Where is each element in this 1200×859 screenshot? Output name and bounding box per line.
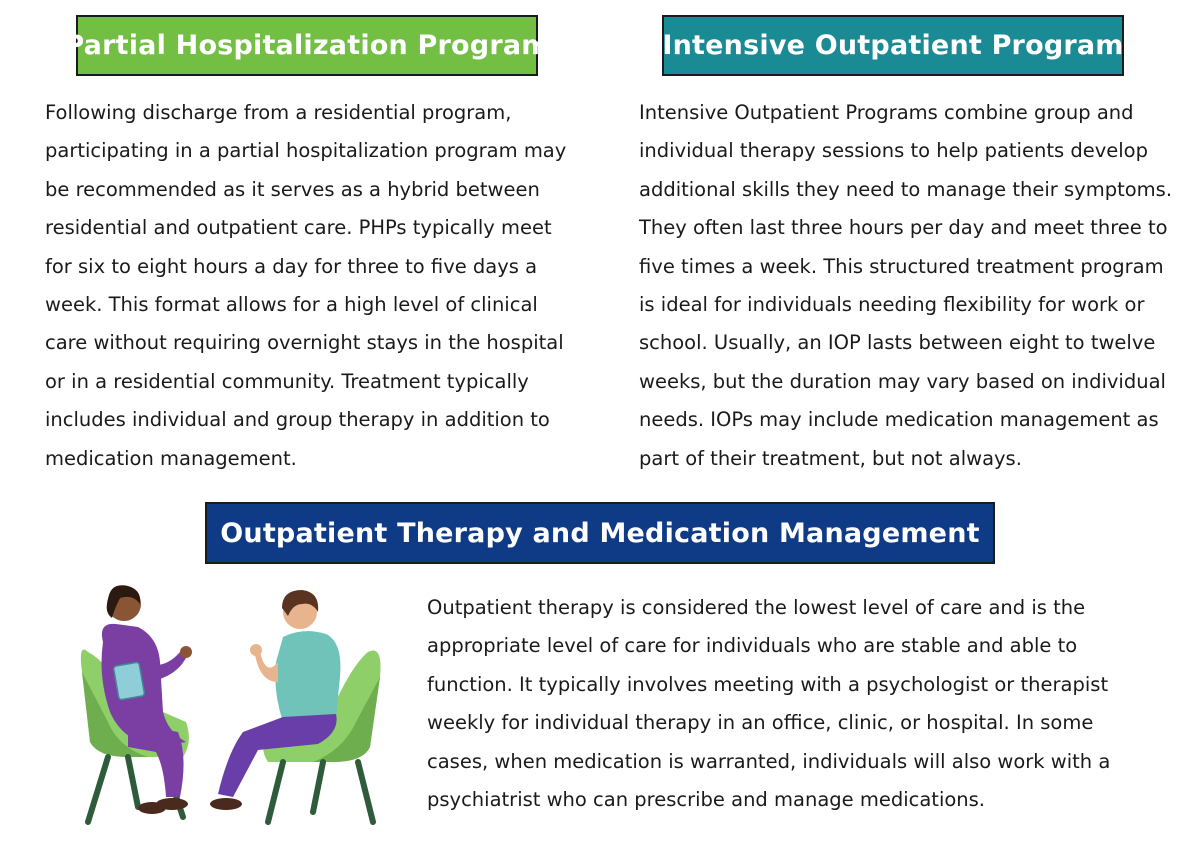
iop-heading: Intensive Outpatient Program bbox=[662, 30, 1124, 61]
iop-line: needs. IOPs may include medication management as bbox=[639, 408, 1159, 432]
therapy-session-illustration bbox=[68, 582, 398, 842]
iop-line: additional skills they need to manage their symptoms. bbox=[639, 177, 1173, 201]
iop-line: part of their treatment, but not always. bbox=[639, 446, 1022, 470]
php-line: Following discharge from a residential program, bbox=[45, 101, 512, 124]
php-description bbox=[45, 94, 605, 478]
php-line: includes individual and group therapy in addition to bbox=[45, 408, 550, 432]
otm-line: function. It typically involves meeting with a psychologist or therapist bbox=[427, 672, 1109, 696]
php-heading: Partial Hospitalization Program bbox=[64, 30, 550, 61]
php-heading-banner bbox=[64, 15, 550, 76]
otm-heading: Outpatient Therapy and Medication Management bbox=[220, 517, 980, 549]
php-line: week. This format allows for a high level of clinical bbox=[45, 293, 538, 317]
iop-line: five times a week. This structured treatment program bbox=[639, 254, 1164, 278]
php-line: medication management. bbox=[45, 446, 297, 470]
otm-description bbox=[427, 589, 1127, 819]
otm-line: weekly for individual therapy in an office, clinic, or hospital. In some bbox=[427, 711, 1094, 735]
iop-line: Intensive Outpatient Programs combine group and bbox=[639, 101, 1134, 124]
php-line: for six to eight hours a day for three to five days a bbox=[45, 254, 538, 278]
php-line: be recommended as it serves as a hybrid between bbox=[45, 177, 540, 201]
iop-line: school. Usually, an IOP lasts between eight to twelve bbox=[639, 331, 1156, 355]
iop-heading-banner bbox=[662, 15, 1124, 76]
otm-line: cases, when medication is warranted, individuals will also work with a bbox=[427, 749, 1111, 773]
iop-line: individual therapy sessions to help patients develop bbox=[639, 139, 1148, 163]
php-line: participating in a partial hospitalization program may bbox=[45, 139, 567, 163]
patient-figure-icon bbox=[102, 585, 192, 814]
php-line: or in a residential community. Treatment typically bbox=[45, 369, 529, 393]
otm-line: Outpatient therapy is considered the lowest level of care and is the bbox=[427, 596, 1086, 619]
otm-line: psychiatrist who can prescribe and manage medications. bbox=[427, 788, 986, 812]
iop-description bbox=[639, 94, 1184, 478]
php-line: residential and outpatient care. PHPs typically meet bbox=[45, 216, 552, 240]
otm-heading-banner bbox=[205, 502, 995, 564]
iop-line: is ideal for individuals needing flexibility for work or bbox=[639, 293, 1145, 317]
php-line: care without requiring overnight stays in the hospital bbox=[45, 331, 564, 355]
iop-line: weeks, but the duration may vary based on individual bbox=[639, 369, 1166, 393]
otm-line: appropriate level of care for individuals who are stable and able to bbox=[427, 634, 1078, 658]
iop-line: They often last three hours per day and meet three to bbox=[639, 216, 1168, 240]
